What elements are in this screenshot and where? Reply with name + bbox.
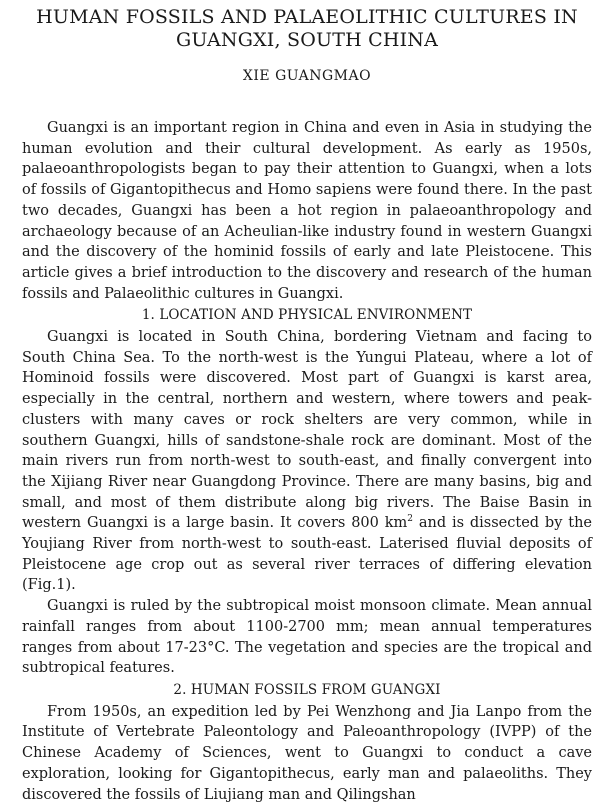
intro-paragraph: Guangxi is an important region in China and even in Asia in studying the human evolution and their cultural development. As early as 1950s, palaeoanthropologists began to pay their attention to Guangxi, when a lots of fossils of Gigantopithecus and Homo sapiens were found there. In the past two decades, Guangxi has been a hot region in palaeoanthropology and archaeology because of an Acheulian-like industry found in western Guangxi and the discovery of the hominid fossils of early and late Pleistocene. This article gives a brief introduction to the discovery and research of the human fossils and Palaeolithic cultures in Guangxi. bbox=[22, 120, 592, 302]
section-2-heading: 2. HUMAN FOSSILS FROM GUANGXI bbox=[173, 681, 441, 698]
section-1-heading: 1. LOCATION AND PHYSICAL ENVIRONMENT bbox=[141, 307, 473, 324]
title-line-2: GUANGXI, SOUTH CHINA bbox=[175, 29, 439, 51]
title-line-1: HUMAN FOSSILS AND PALAEOLITHIC CULTURES IN bbox=[36, 6, 578, 28]
paper-page bbox=[22, 6, 592, 805]
paper-title bbox=[22, 6, 592, 52]
superscript-2: 2 bbox=[407, 514, 413, 525]
section-1-paragraph-2: Guangxi is ruled by the subtropical moist monsoon climate. Mean annual rainfall ranges from about 1100-2700 mm; mean annual temperatures ranges from about 17-23°C. The vegetation and species are the tropical and subtropical features. bbox=[22, 598, 592, 677]
paper-body bbox=[22, 118, 592, 805]
section-1-paragraph-1 bbox=[22, 327, 592, 596]
section-1-text-part-2: and is dissected by the Youjiang River from north-west to south-east. Laterised fluvial deposits of Pleistocene age crop out as several river terraces of differing elevation (Fig.1). bbox=[22, 515, 592, 594]
section-2-paragraph-1: From 1950s, an expedition led by Pei Wenzhong and Jia Lanpo from the Institute of Vertebrate Paleontology and Paleoanthropology (IVPP) of the Chinese Academy of Sciences, went to Guangxi to conduct a cave exploration, looking for Gigantopithecus, early man and palaeoliths. They discovered the fossils of Liujiang man and Qilingshan bbox=[22, 703, 592, 803]
author-name: XIE GUANGMAO bbox=[242, 68, 372, 84]
section-1-text-part-1: Guangxi is located in South China, bordering Vietnam and facing to South China Sea. To the north-west is the Yungui Plateau, where a lot of Hominoid fossils were discovered. Most part of Guangxi is karst area, especially in the central, northern and western, where towers and peak-clusters with many caves or rock shelters are very common, while in southern Guangxi, hills of sandstone-shale rock are dominant. Most of the main rivers run from north-west to south-east, and finally convergent into the Xijiang River near Guangdong Province. There are many basins, big and small, and most of them distribute along big rivers. The Baise Basin in western Guangxi is a large basin. It covers 800 km bbox=[22, 329, 592, 532]
